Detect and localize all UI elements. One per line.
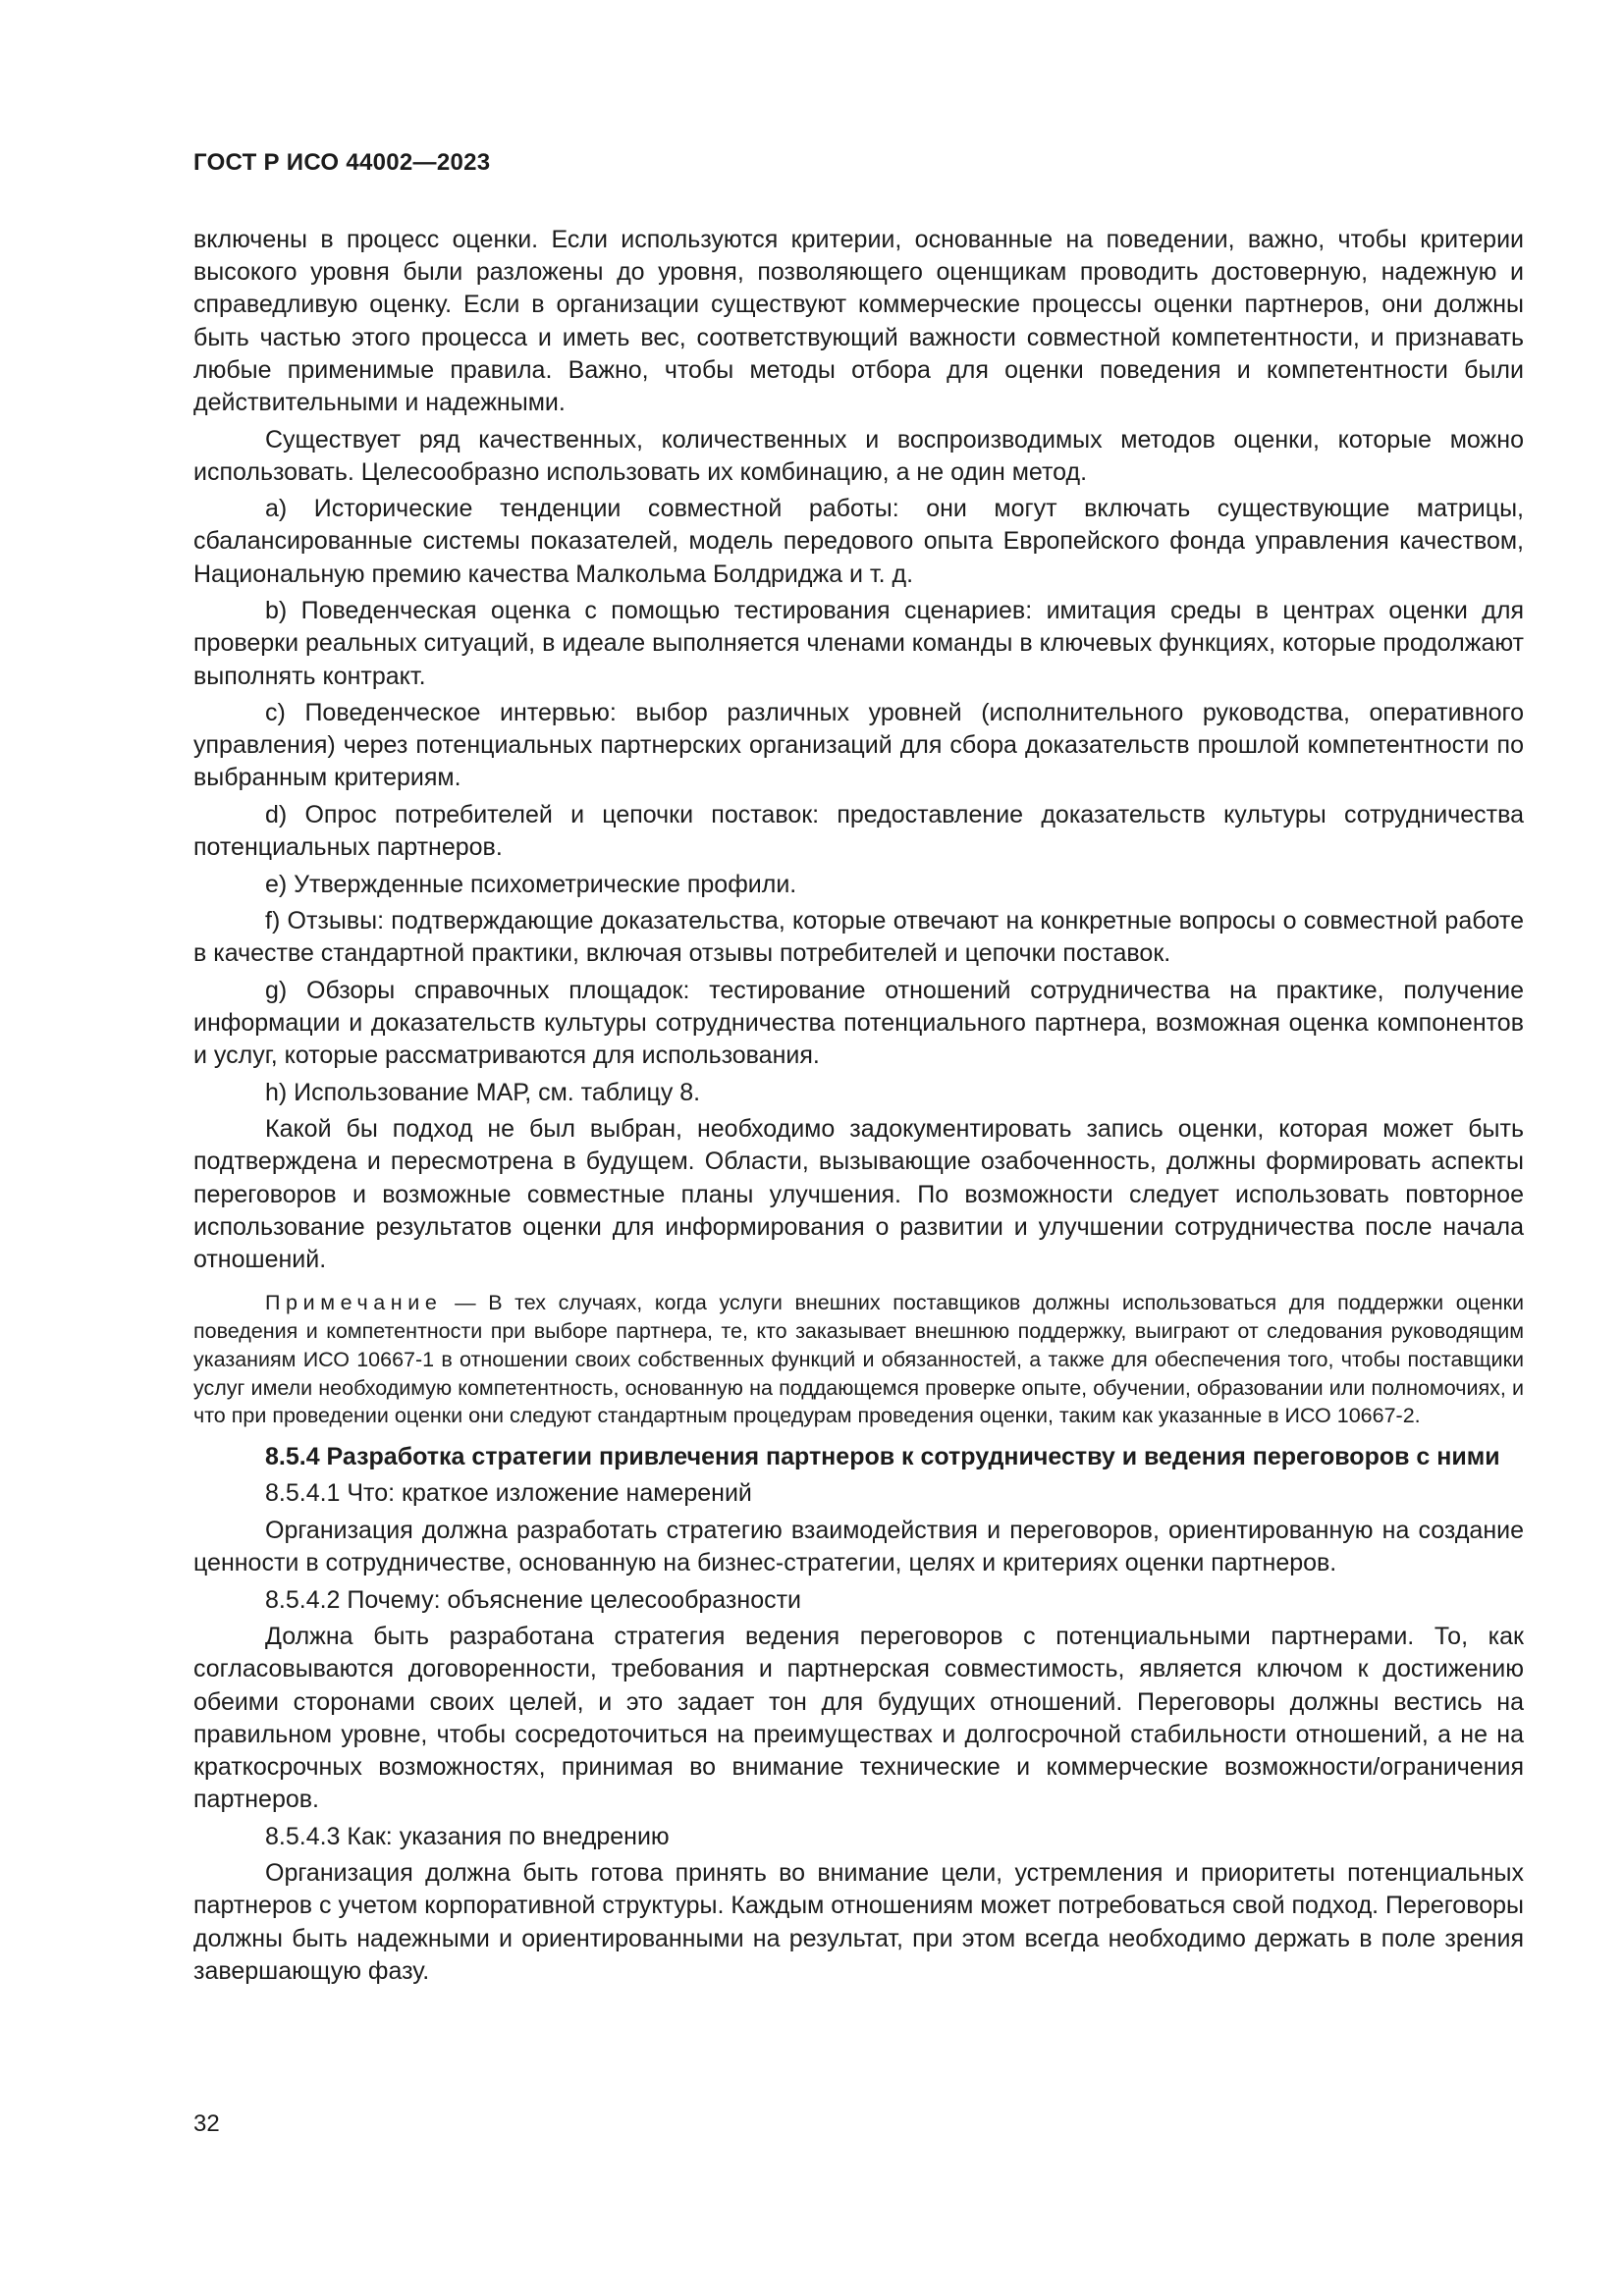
document-header: ГОСТ Р ИСО 44002—2023 bbox=[193, 149, 491, 176]
list-item-c: c) Поведенческое интервью: выбор различных уровней (исполнительного руководства, оперативного управления) через потенциальных партнерских организаций для сбора доказательств прошлой компетентности по выбранным критериям. bbox=[193, 699, 1524, 792]
page-number: 32 bbox=[193, 2110, 220, 2137]
page-body bbox=[193, 224, 1524, 1992]
note bbox=[193, 1289, 1524, 1430]
subsection-text-what: Организация должна разработать стратегию взаимодействия и переговоров, ориентированную на создание ценности в сотрудничестве, основанную на бизнес-стратегии, целях и критериях оценки партнеров. bbox=[193, 1516, 1524, 1577]
list-item-b: b) Поведенческая оценка с помощью тестирования сценариев: имитация среды в центрах оценки для проверки реальных ситуаций, в идеале выполняется членами команды в ключевых функциях, которые продолжают выполнять контракт. bbox=[193, 597, 1524, 690]
list-item-a: а) Исторические тенденции совместной работы: они могут включать существующие матрицы, сбалансированные системы показателей, модель передового опыта Европейского фонда управления качеством, Национальную премию качества Малкольма Болдриджа и т. д. bbox=[193, 495, 1524, 588]
subsection-title-why: 8.5.4.2 Почему: объяснение целесообразности bbox=[265, 1585, 802, 1614]
list-item-e: e) Утвержденные психометрические профили. bbox=[265, 870, 797, 898]
paragraph-methods-intro: Существует ряд качественных, количественных и воспроизводимых методов оценки, которые можно использовать. Целесообразно использовать их комбинацию, а не один метод. bbox=[193, 425, 1524, 486]
list-item-d: d) Опрос потребителей и цепочки поставок: предоставление доказательств культуры сотрудничества потенциальных партнеров. bbox=[193, 800, 1524, 862]
subsection-text-how: Организация должна быть готова принять во внимание цели, устремления и приоритеты потенциальных партнеров с учетом корпоративной структуры. Каждым отношениям может потребоваться свой подход. Переговоры должны быть надежными и ориентированными на результат, при этом всегда необходимо держать в поле зрения завершающую фазу. bbox=[193, 1859, 1524, 1985]
list-item-f: f) Отзывы: подтверждающие доказательства, которые отвечают на конкретные вопросы о совместной работе в качестве стандартной практики, включая отзывы потребителей и цепочки поставок. bbox=[193, 907, 1524, 968]
section-heading: 8.5.4 Разработка стратегии привлечения партнеров к сотрудничеству и ведения переговоров с ними bbox=[265, 1443, 1500, 1471]
subsection-title-how: 8.5.4.3 Как: указания по внедрению bbox=[265, 1822, 670, 1850]
subsection-text-why: Должна быть разработана стратегия ведения переговоров с потенциальными партнерами. То, как согласовываются договоренности, требования и партнерская совместимость, является ключом к достижению обеими сторонами своих целей, и это задает тон для будущих отношений. Переговоры должны вестись на правильном уровне, чтобы сосредоточиться на преимуществах и долгосрочной стабильности отношений, а не на краткосрочных возможностях, принимая во внимание технические и коммерческие возможности/ограничения партнеров. bbox=[193, 1623, 1524, 1814]
paragraph-continuation: включены в процесс оценки. Если используются критерии, основанные на поведении, важно, чтобы критерии высокого уровня были разложены до уровня, позволяющего оценщикам проводить достоверную, надежную и справедливую оценку. Если в организации существуют коммерческие процессы оценки партнеров, они должны быть частью этого процесса и иметь вес, соответствующий важности совместной компетентности, и признавать любые применимые правила. Важно, чтобы методы отбора для оценки поведения и компетентности были действительными и надежными. bbox=[193, 226, 1524, 417]
note-label: Примечание bbox=[265, 1291, 443, 1315]
list-item-h: h) Использование МАР, см. таблицу 8. bbox=[265, 1078, 701, 1106]
paragraph-approach: Какой бы подход не был выбран, необходимо задокументировать запись оценки, которая может быть подтверждена и пересмотрена в будущем. Области, вызывающие озабоченность, должны формировать аспекты переговоров и возможные совместные планы улучшения. По возможности следует использовать повторное использование результатов оценки для информирования о развитии и улучшении сотрудничества после начала отношений. bbox=[193, 1115, 1524, 1274]
list-item-g: g) Обзоры справочных площадок: тестирование отношений сотрудничества на практике, получение информации и доказательств культуры сотрудничества потенциального партнера, возможная оценка компонентов и услуг, которые рассматриваются для использования. bbox=[193, 976, 1524, 1070]
note-text: — В тех случаях, когда услуги внешних поставщиков должны использоваться для поддержки оценки поведения и компетентности при выборе партнера, те, кто заказывает внешнюю поддержку, выиграют от следования руководящим указаниям ИСО 10667-1 в отношении своих собственных функций и обязанностей, а также для обеспечения того, чтобы поставщики услуг имели необходимую компетентность, основанную на поддающемся проверке опыте, обучении, образовании или полномочиях, и что при проведении оценки они следуют стандартным процедурам проведения оценки, таким как указанные в ИСО 10667-2. bbox=[193, 1291, 1524, 1428]
subsection-title-what: 8.5.4.1 Что: краткое изложение намерений bbox=[265, 1479, 752, 1508]
